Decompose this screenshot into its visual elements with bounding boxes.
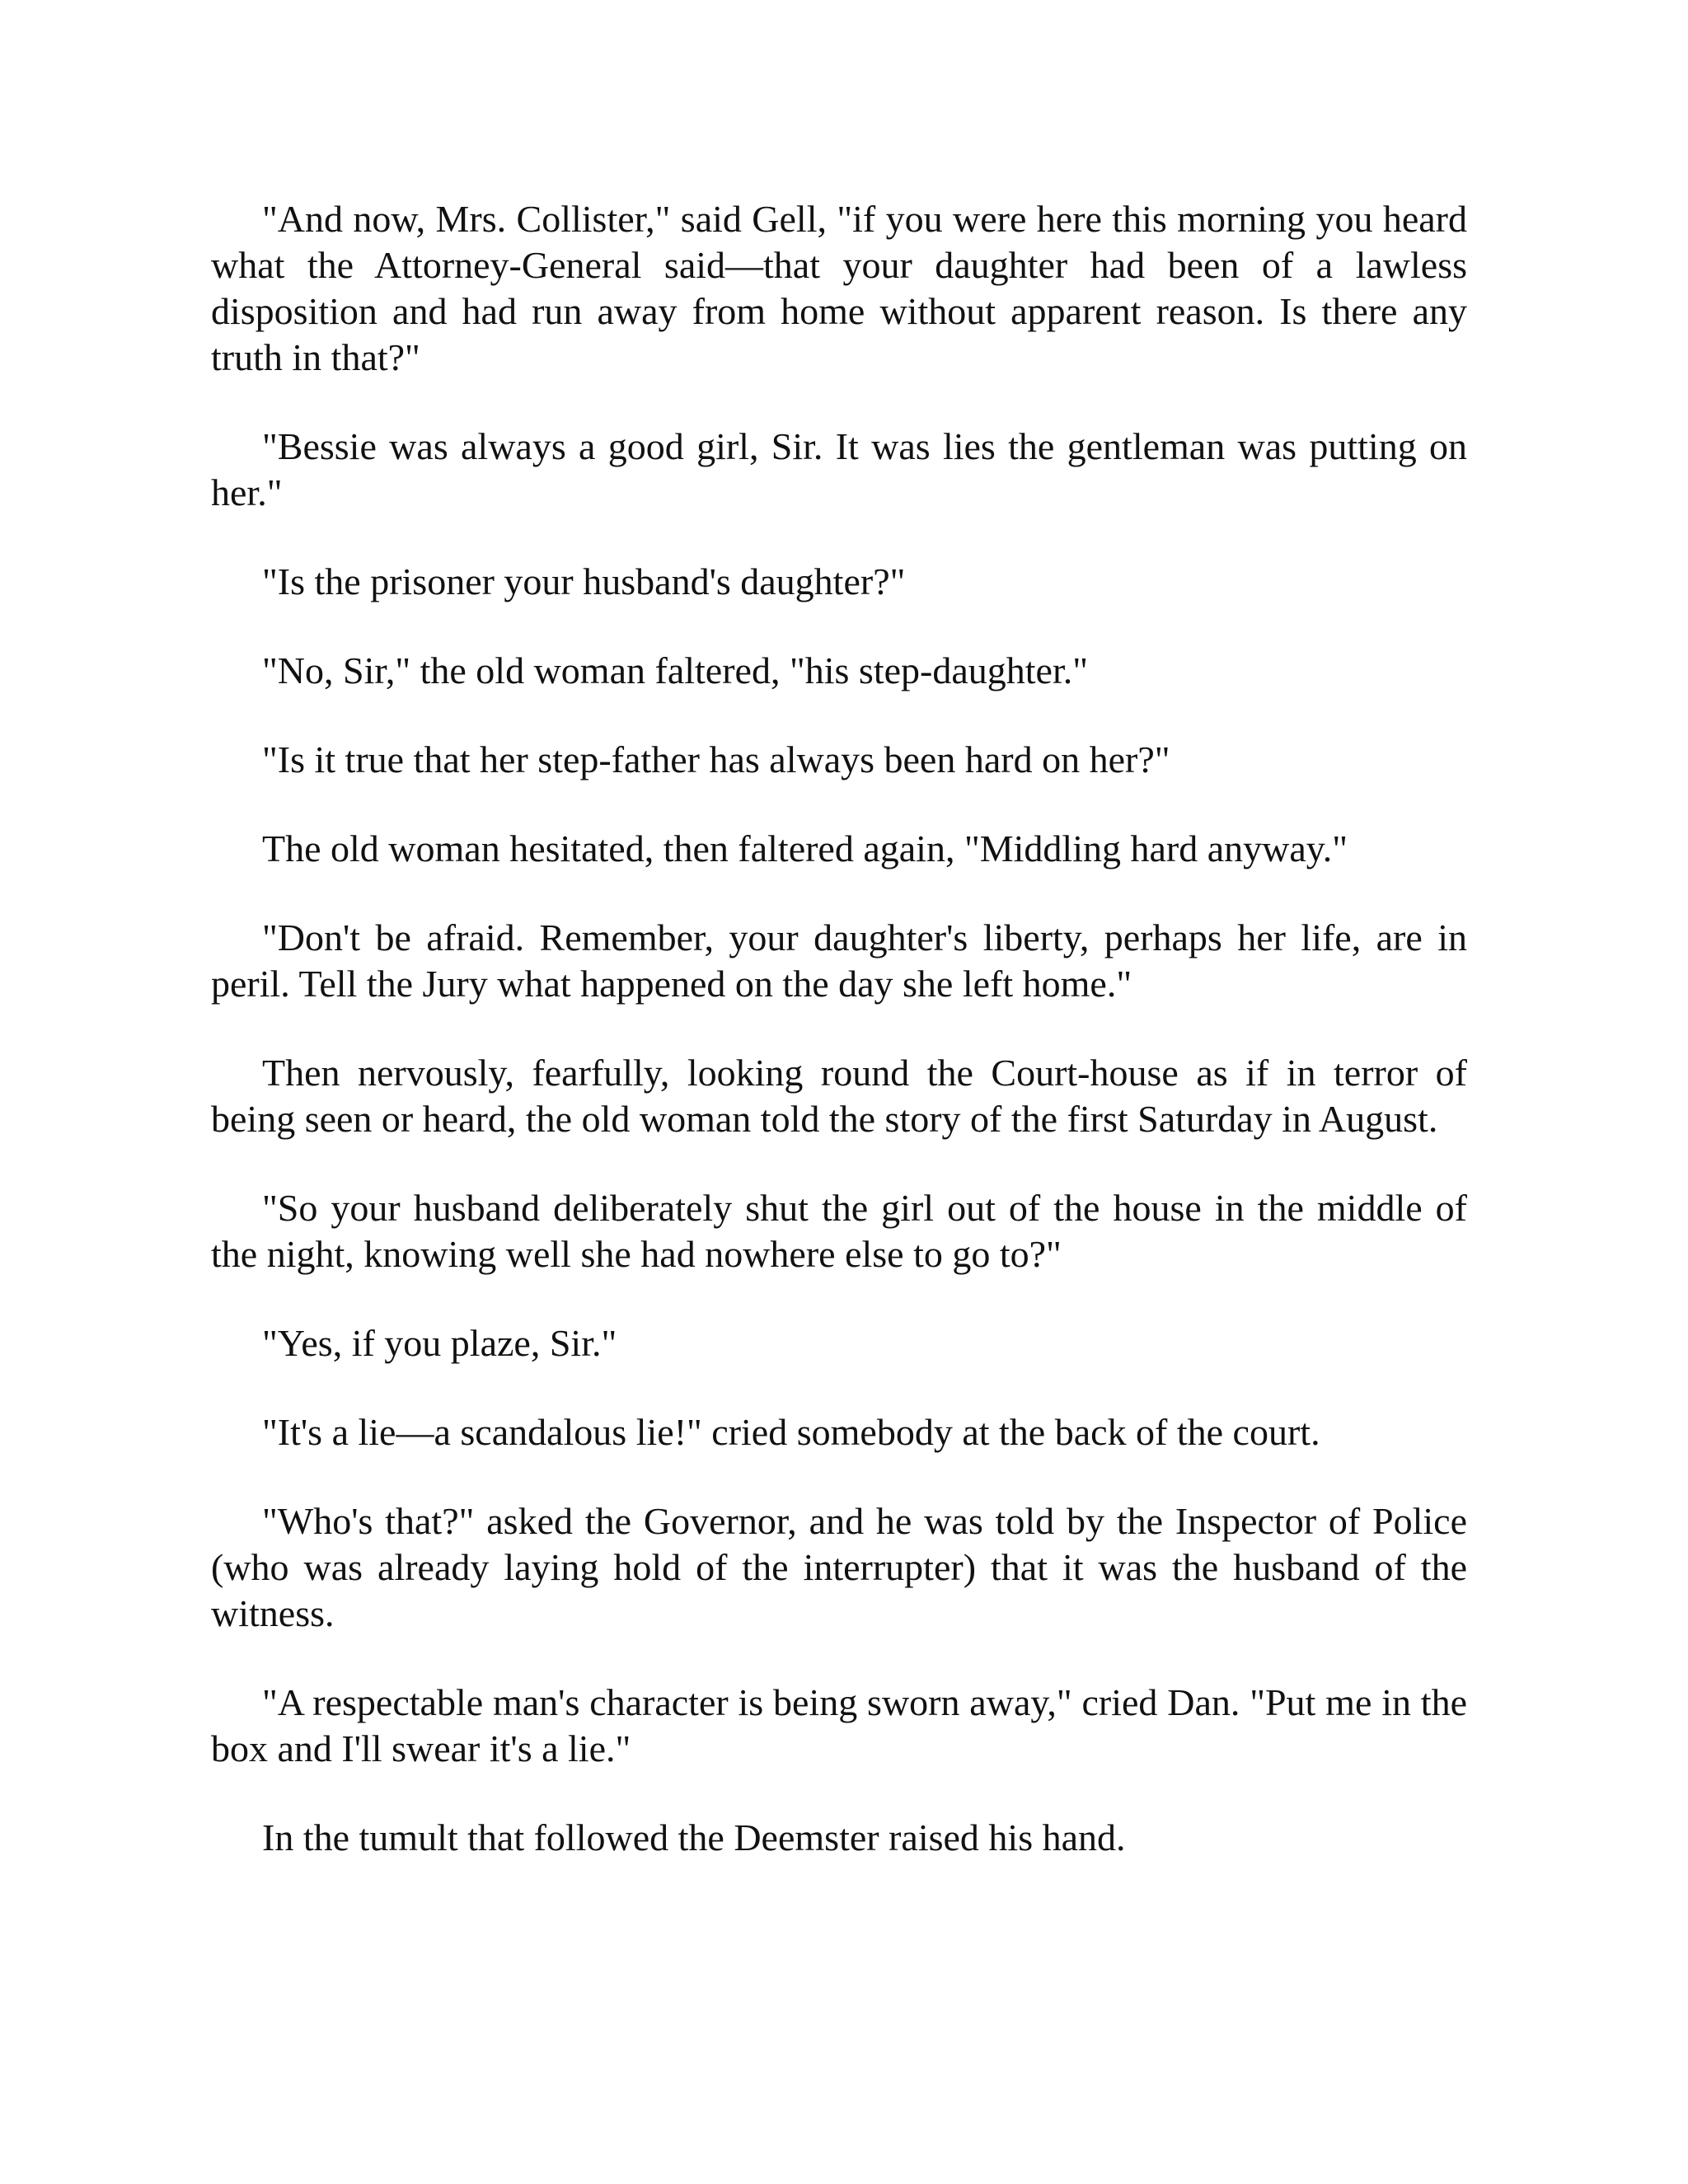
paragraph-4: "No, Sir," the old woman faltered, "his step-daughter." — [262, 649, 1089, 691]
paragraph-6: The old woman hesitated, then faltered again, "Middling hard anyway." — [262, 827, 1348, 869]
paragraph-12: "Who's that?" asked the Governor, and he was told by the Inspector of Police (who was already laying hold of the interrupter) that it was the husband of the witness. — [211, 1500, 1467, 1634]
paragraph-11: "It's a lie—a scandalous lie!" cried somebody at the back of the court. — [262, 1411, 1320, 1453]
paragraph-5: "Is it true that her step-father has always been hard on her?" — [262, 738, 1170, 780]
paragraph-3: "Is the prisoner your husband's daughter?" — [262, 560, 906, 602]
paragraph-8: Then nervously, fearfully, looking round the Court-house as if in terror of being seen or heard, the old woman told the story of the first Saturday in August. — [211, 1052, 1467, 1140]
document-page — [211, 196, 1467, 1861]
paragraph-1: "And now, Mrs. Collister," said Gell, "if you were here this morning you heard what the Attorney-General said—that your daughter had been of a lawless disposition and had run away from home without apparent reason. Is there any truth in that?" — [211, 198, 1467, 378]
paragraph-10: "Yes, if you plaze, Sir." — [262, 1322, 617, 1364]
paragraph-2: "Bessie was always a good girl, Sir. It was lies the gentleman was putting on her." — [211, 425, 1467, 513]
paragraph-13: "A respectable man's character is being sworn away," cried Dan. "Put me in the box and I'll swear it's a lie." — [211, 1681, 1467, 1769]
paragraph-14: In the tumult that followed the Deemster raised his hand. — [262, 1816, 1126, 1858]
paragraph-7: "Don't be afraid. Remember, your daughter's liberty, perhaps her life, are in peril. Tell the Jury what happened on the day she left home." — [211, 916, 1467, 1005]
paragraph-9: "So your husband deliberately shut the girl out of the house in the middle of the night, knowing well she had nowhere else to go to?" — [211, 1187, 1467, 1275]
